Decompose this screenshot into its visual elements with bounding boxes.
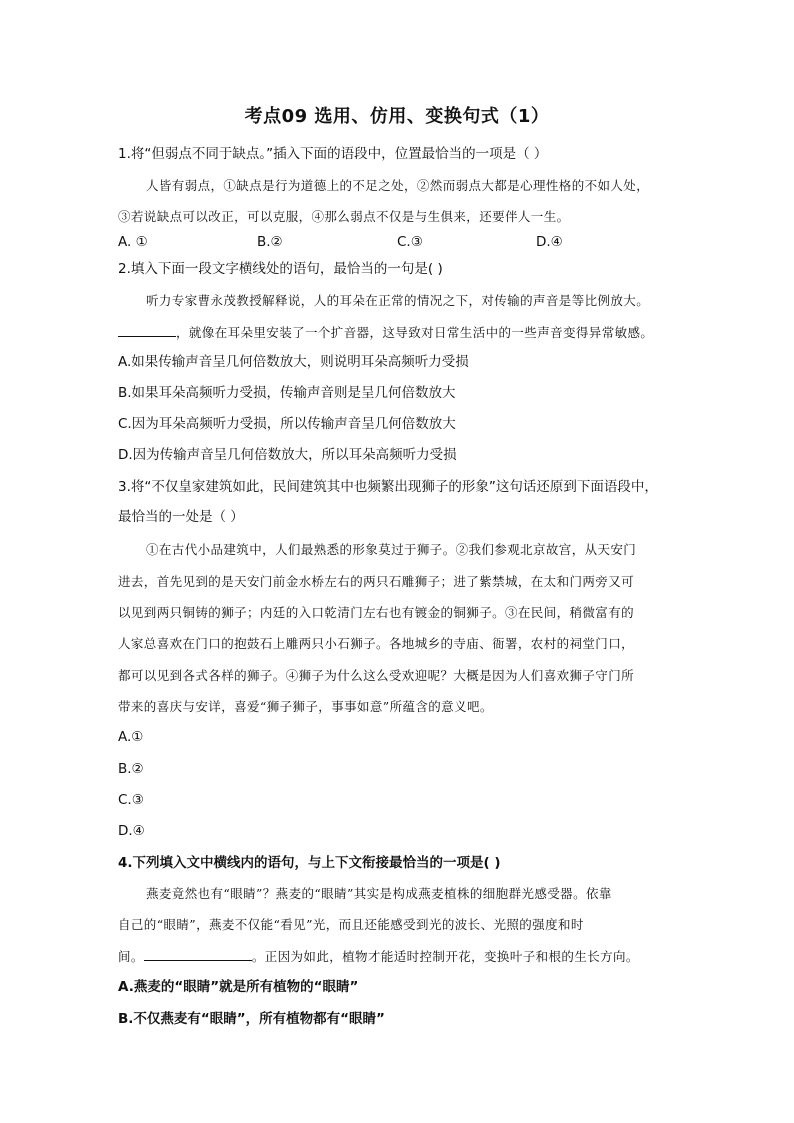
q3-option-b: B.② — [118, 761, 144, 777]
q3-passage-line-6: 带来的喜庆与安详，喜爱“狮子狮子，事事如意”所蕴含的意义吧。 — [118, 699, 493, 714]
q3-option-c: C.③ — [118, 792, 144, 808]
q2-stem: 2.填入下面一段文字横线处的语句，最恰当的一句是( ) — [118, 261, 443, 277]
q3-passage-line-2: 进去，首先见到的是天安门前金水桥左右的两只石雕狮子；进了紫禁城，在太和门两旁又可 — [118, 574, 635, 589]
q3-stem-line-2: 最恰当的一处是（ ） — [118, 509, 244, 525]
q2-passage-line-2-text: ，就像在耳朵里安装了一个扩音器，这导致对日常生活中的一些声音变得异常敏感。 — [176, 325, 654, 340]
q4-passage-line-3 — [118, 946, 678, 967]
q4-passage-line-2: 自己的“眼睛”，燕麦不仅能“看见”光，而且还能感受到光的波长、光照的强度和时 — [118, 917, 584, 932]
q1-passage-line-1: 人皆有弱点，①缺点是行为道德上的不足之处，②然而弱点大都是心理性格的不如人处， — [146, 178, 650, 193]
q2-option-b: B.如果耳朵高频听力受损，传输声音则是呈几何倍数放大 — [118, 385, 456, 401]
page-title: 考点09 选用、仿用、变换句式（1） — [244, 106, 550, 127]
q1-option-c: C.③ — [397, 234, 423, 250]
q3-stem-line-1: 3.将“不仅皇家建筑如此，民间建筑其中也频繁出现狮子的形象”这句话还原到下面语段中， — [118, 479, 658, 495]
q4-option-a: A.燕麦的“眼睛”就是所有植物的“眼睛” — [118, 979, 359, 995]
q1-option-b: B.② — [257, 234, 283, 250]
q4-blank — [144, 946, 252, 961]
q4-passage-line-3-post: 。正因为如此，植物才能适时控制开花，变换叶子和根的生长方向。 — [251, 949, 639, 964]
q3-passage-line-5: 都可以见到各式各样的狮子。④狮子为什么这么受欢迎呢？大概是因为人们喜欢狮子守门所 — [118, 668, 635, 683]
q4-passage-line-1: 燕麦竟然也有“眼睛”？燕麦的“眼睛”其实是构成燕麦植株的细胞群光感受器。依靠 — [146, 886, 612, 901]
q2-option-d: D.因为传输声音呈几何倍数放大，所以耳朵高频听力受损 — [118, 447, 457, 463]
q4-stem: 4.下列填入文中横线内的语句，与上下文衔接最恰当的一项是( ) — [118, 855, 501, 871]
q3-option-d: D.④ — [118, 823, 145, 839]
q3-option-a: A.① — [118, 729, 144, 745]
q3-passage-line-1: ①在古代小品建筑中，人们最熟悉的形象莫过于狮子。②我们参观北京故宫，从天安门 — [146, 542, 637, 557]
q2-option-c: C.因为耳朵高频听力受损，所以传输声音呈几何倍数放大 — [118, 416, 456, 432]
q3-passage-line-3: 以见到两只铜铸的狮子；内廷的入口乾清门左右也有镀金的铜狮子。③在民间，稍微富有的 — [118, 605, 635, 620]
q4-passage-line-3-pre: 间。 — [118, 949, 144, 964]
q2-passage-line-2 — [118, 322, 678, 343]
q2-blank — [118, 322, 176, 337]
q1-option-d: D.④ — [536, 234, 563, 250]
q1-option-a: A. ① — [118, 234, 148, 250]
q2-option-a: A.如果传输声音呈几何倍数放大，则说明耳朵高频听力受损 — [118, 354, 469, 370]
q1-stem: 1.将“但弱点不同于缺点。”插入下面的语段中，位置最恰当的一项是（ ） — [118, 146, 548, 162]
q2-passage-line-1: 听力专家曹永茂教授解释说，人的耳朵在正常的情况之下，对传输的声音是等比例放大。 — [146, 293, 650, 308]
q4-option-b: B.不仅燕麦有“眼睛”，所有植物都有“眼睛” — [118, 1011, 385, 1027]
q3-passage-line-4: 人家总喜欢在门口的抱鼓石上雕两只小石狮子。各地城乡的寺庙、衙署，农村的祠堂门口， — [118, 636, 635, 651]
q1-passage-line-2: ③若说缺点可以改正，可以克服，④那么弱点不仅是与生俱来，还要伴人一生。 — [118, 209, 570, 224]
